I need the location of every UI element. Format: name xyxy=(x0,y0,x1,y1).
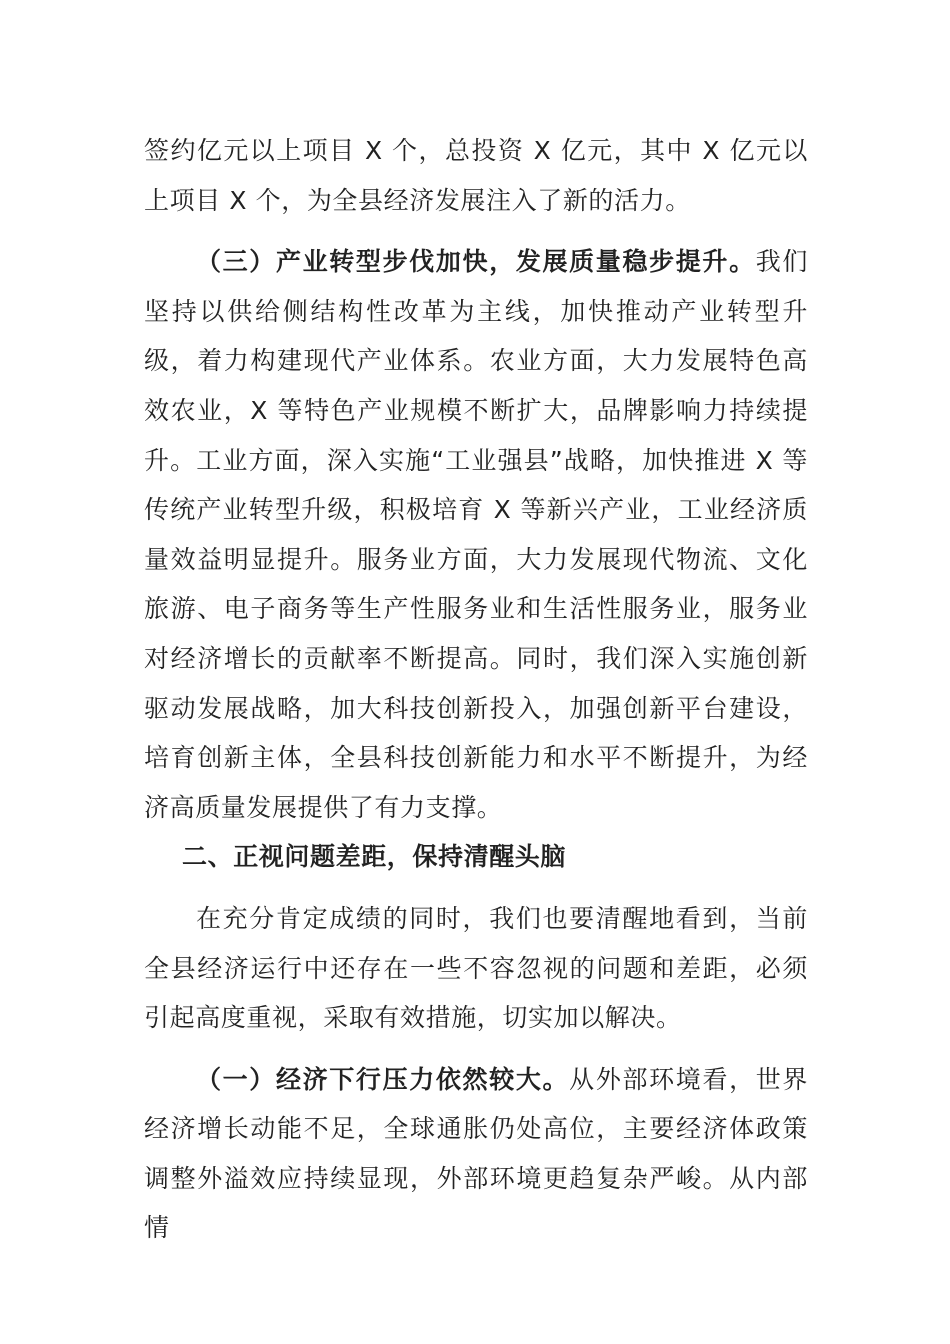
paragraph-text: 我们坚持以供给侧结构性改革为主线，加快推动产业转型升级，着力构建现代产业体系。农业方面，大力发展特色高效农业，X 等特色产业规模不断扩大，品牌影响力持续提升。工业方面，深入实施“工业强县”战略，加快推进 X 等传统产业转型升级，积极培育 X 等新兴产业，工业经济质量效益明显提升。服务业方面，大力发展现代物流、文化旅游、电子商务等生产性服务业和生活性服务业，服务业对经济增长的贡献率不断提高。同时，我们深入实施创新驱动发展战略，加大科技创新投入，加强创新平台建设，培育创新主体，全县科技创新能力和水平不断提升，为经济高质量发展提供了有力支撑。 xyxy=(144,247,809,822)
paragraph-lead-title: （一）经济下行压力依然较大。 xyxy=(196,1064,570,1094)
paragraph-problems-intro xyxy=(144,894,808,1043)
paragraph-continuation xyxy=(144,126,808,225)
paragraph-text: 从外部环境看，世界经济增长动能不足，全球通胀仍处高位，主要经济体政策调整外溢效应持续显现，外部环境更趋复杂严峻。从内部情 xyxy=(144,1064,809,1243)
paragraph-text: 签约亿元以上项目 X 个，总投资 X 亿元，其中 X 亿元以上项目 X 个，为全县经济发展注入了新的活力。 xyxy=(144,136,808,215)
paragraph-lead-title: （三）产业转型步伐加快，发展质量稳步提升。 xyxy=(196,247,756,277)
paragraph-economic-pressure xyxy=(144,1055,808,1253)
document-body xyxy=(144,126,808,1253)
paragraph-text: 在充分肯定成绩的同时，我们也要清醒地看到，当前全县经济运行中还存在一些不容忽视的问题和差距，必须引起高度重视，采取有效措施，切实加以解决。 xyxy=(144,903,808,1033)
section-heading: 二、正视问题差距，保持清醒头脑 xyxy=(182,842,567,872)
paragraph-industry-transformation xyxy=(144,237,808,832)
